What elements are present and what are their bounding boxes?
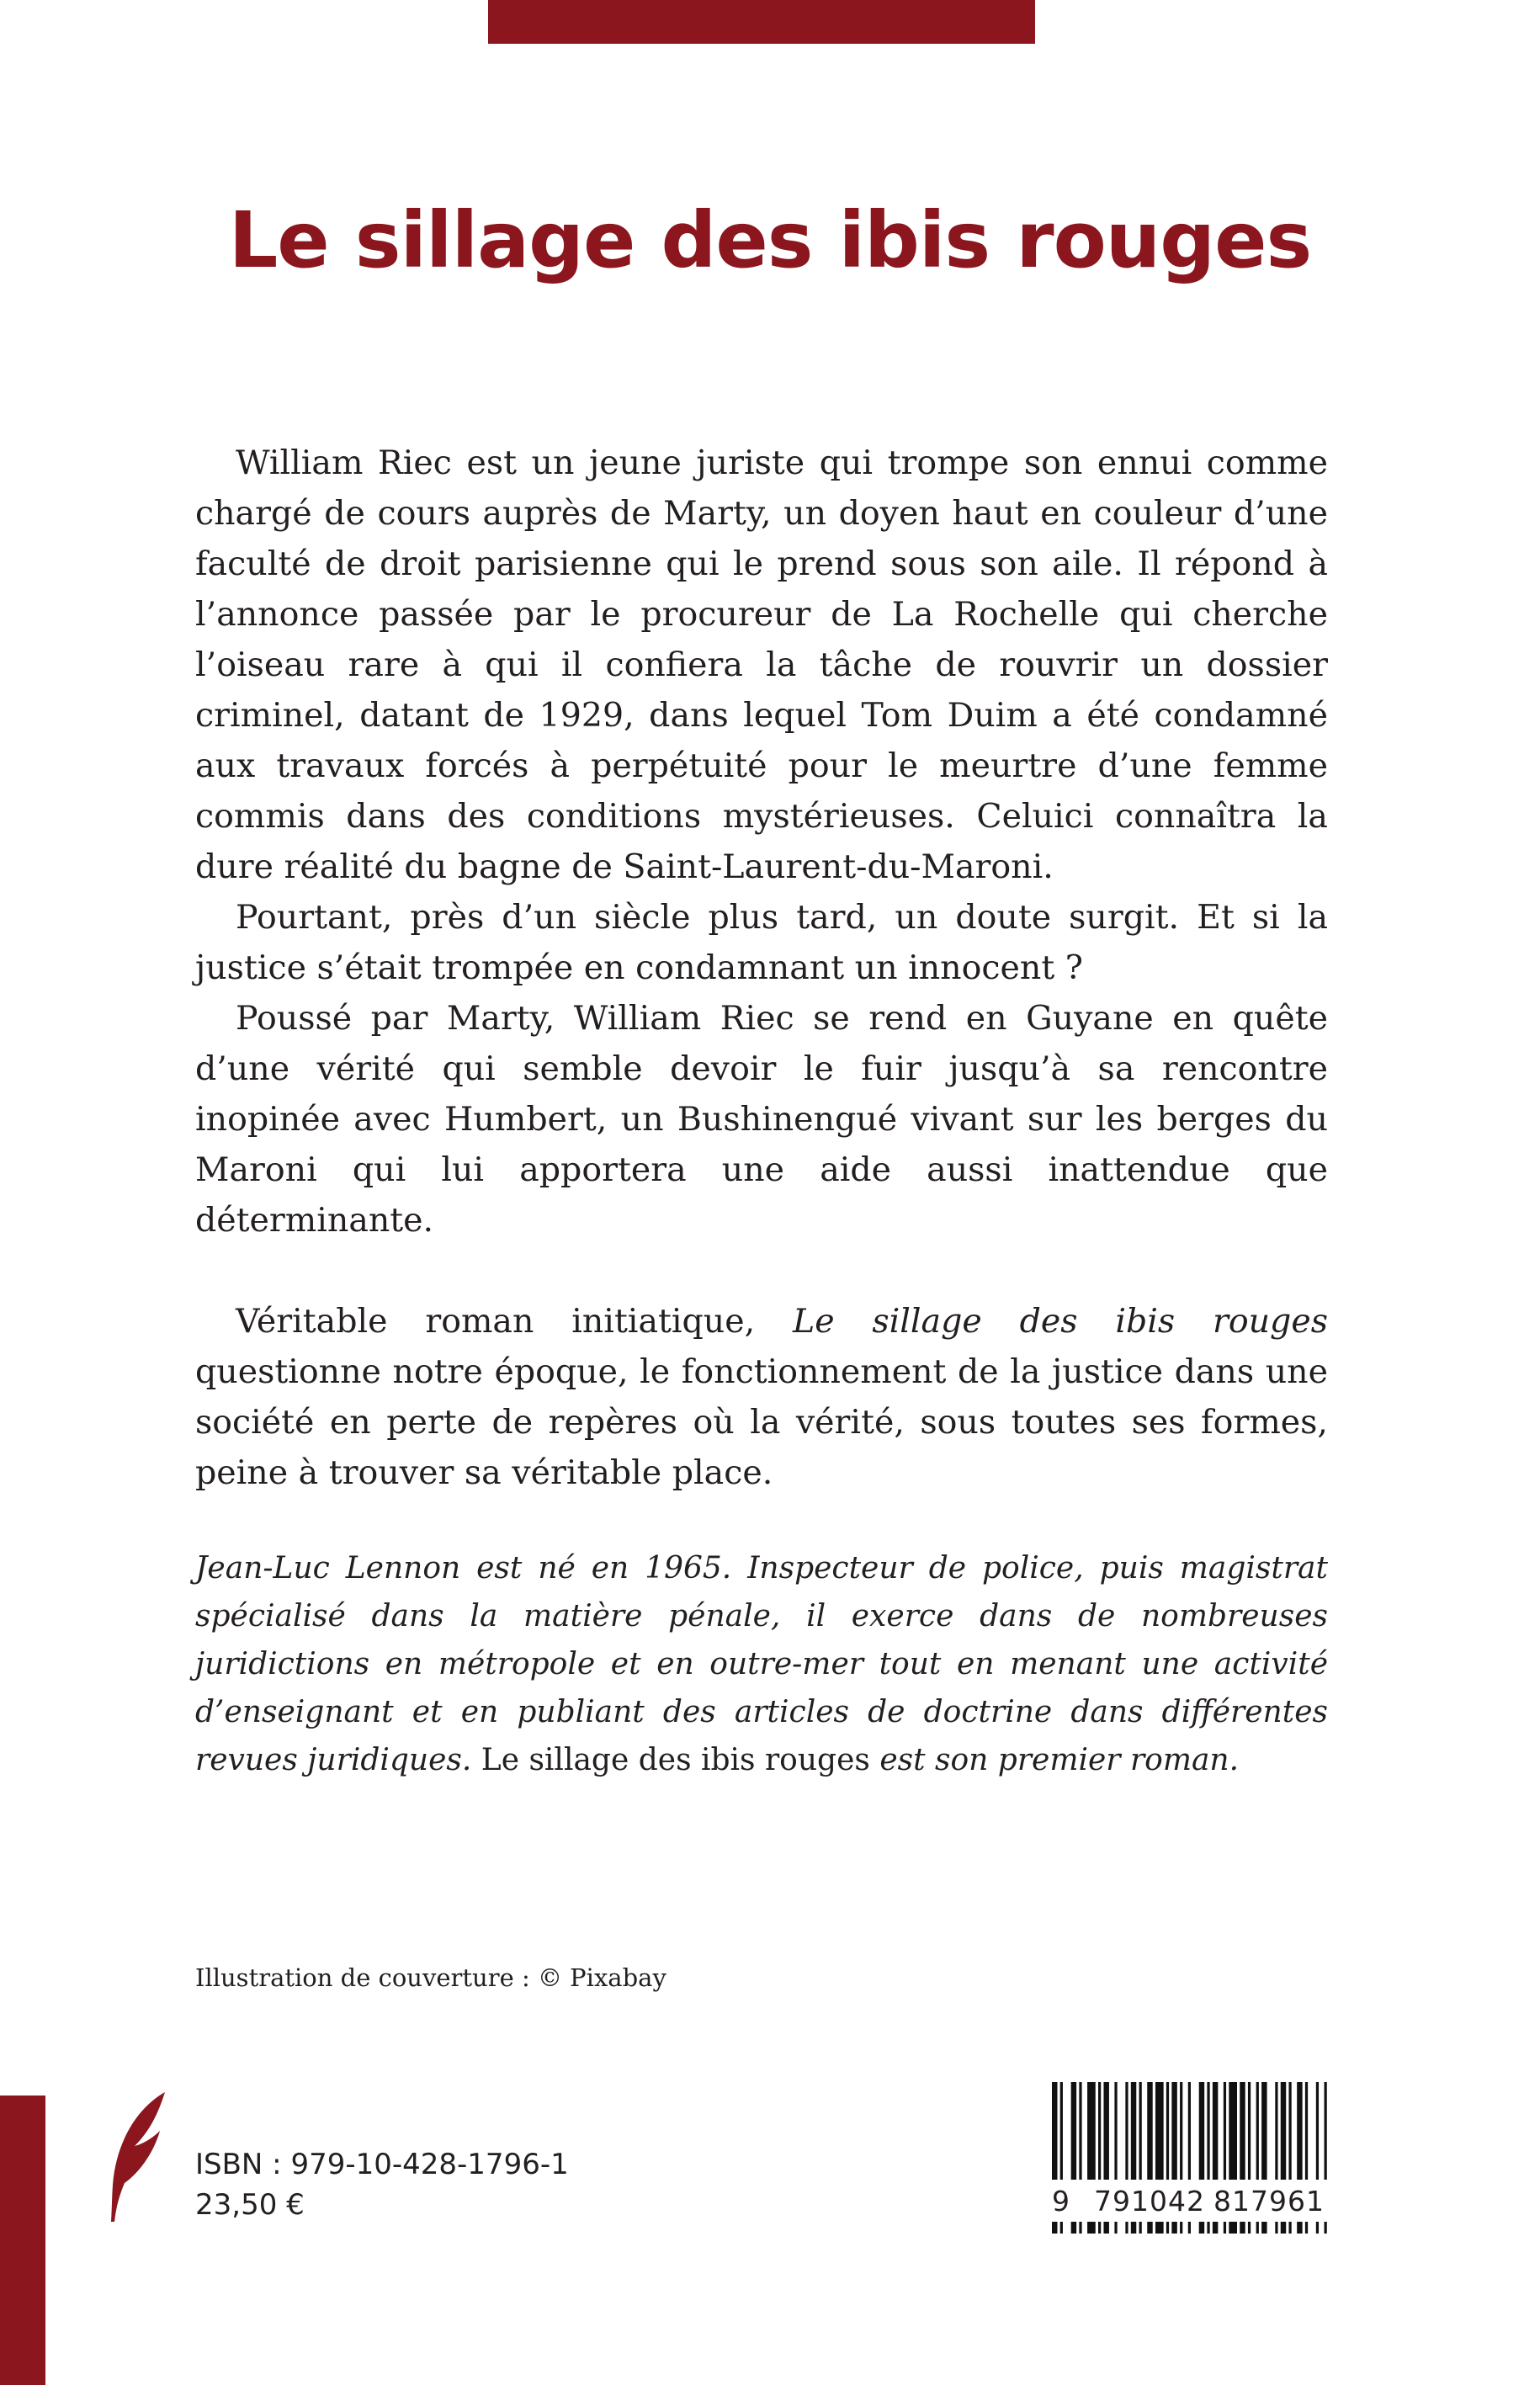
side-accent-bar: [0, 2096, 45, 2385]
barcode-digits-right: 817961: [1213, 2184, 1325, 2218]
blurb-p4-after: questionne notre époque, le fonctionnement de la justice dans une société en perte de repères où la vérité, sous toutes ses formes, peine à trouver sa véritable place.: [195, 1352, 1328, 1492]
top-accent-bar: [488, 0, 1035, 44]
blurb-paragraph-4: [195, 1296, 1328, 1498]
feather-quill-icon: [104, 2090, 172, 2225]
bio-book-title: Le sillage des ibis rouges: [471, 1743, 880, 1777]
blurb-paragraph-1: William Riec est un jeune juriste qui trompe son ennui comme chargé de cours auprès de Marty, un doyen haut en couleur d’une faculté de droit parisienne qui le prend sous son aile. Il répond à l’annonce passée par le procureur de La Rochelle qui cherche l’oiseau rare à qui il confiera la tâche de rouvrir un dossier criminel, datant de 1929, dans lequel Tom Duim a été condamné aux travaux forcés à perpétuité pour le meurtre d’une femme commis dans des conditions mystérieuses. Celuici connaîtra la dure réalité du bagne de Saint-Laurent-du-Maroni.: [195, 444, 1328, 886]
cover-illustration-credit: Illustration de couverture : © Pixabay: [195, 1963, 666, 1992]
bio-part-1: Jean-Luc Lennon est né en 1965. Inspecteur de police, puis magistrat spécialisé dans la matière pénale, il exerce dans de nombreuses juridictions en métropole et en outre-mer tout en menant une activité d’enseignant et en publiant des articles de doctrine dans différentes revues juridiques.: [195, 1551, 1328, 1777]
bio-part-2: est son premier roman.: [879, 1743, 1240, 1777]
blurb-p4-before: Véritable roman initiatique,: [236, 1302, 793, 1341]
price-text: 23,50 €: [195, 2188, 305, 2222]
barcode-digits: [1052, 2180, 1330, 2222]
isbn-price-block: [195, 2144, 569, 2225]
barcode-digits-left: 791042: [1094, 2184, 1205, 2218]
barcode-digit-lead: 9: [1052, 2184, 1070, 2218]
blurb-p4-title: Le sillage des ibis rouges: [792, 1302, 1328, 1341]
back-cover-blurb: [195, 438, 1328, 1498]
isbn-text: ISBN : 979-10-428-1796-1: [195, 2148, 569, 2181]
book-title: Le sillage des ibis rouges: [228, 195, 1312, 285]
author-bio: [195, 1544, 1328, 1784]
blurb-paragraph-2: Pourtant, près d’un siècle plus tard, un doute surgit. Et si la justice s’était trompée en condamnant un innocent ?: [195, 898, 1328, 987]
blurb-paragraph-3: Poussé par Marty, William Riec se rend en Guyane en quête d’une vérité qui semble devoir le fuir jusqu’à sa rencontre inopinée avec Humbert, un Bushinengué vivant sur les berges du Maroni qui lui apportera une aide aussi inattendue que déterminante.: [195, 999, 1328, 1240]
